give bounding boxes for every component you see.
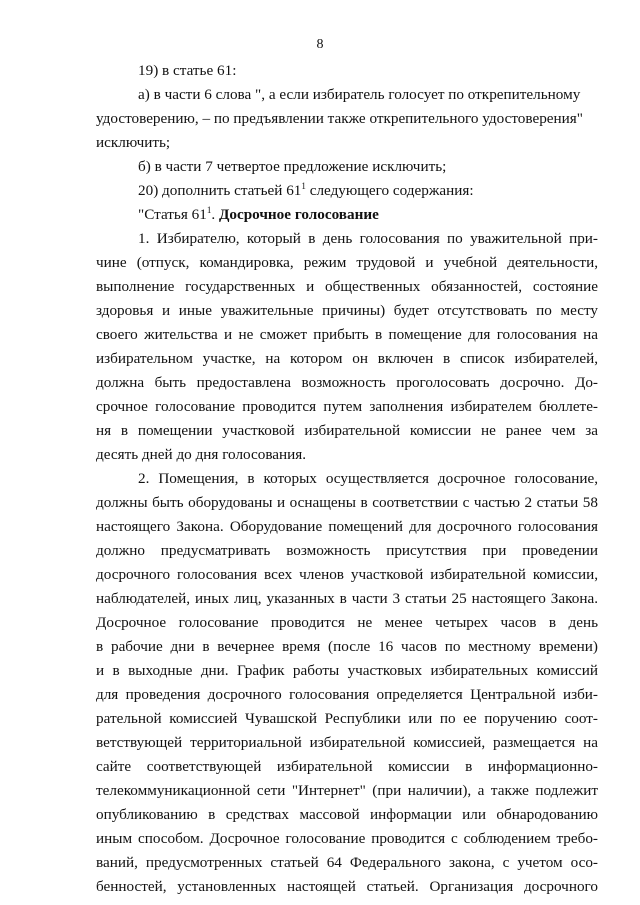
page-number: 8 (316, 37, 324, 52)
paragraph-1-line: чине (отпуск, командировка, режим трудовой и учебной деятельности, (96, 254, 598, 271)
text-line-item-19: 19) в статье 61: (138, 62, 237, 79)
paragraph-2-line: и в выходные дни. График работы участковых избирательных комиссий (96, 662, 598, 679)
text-line-item-b: б) в части 7 четвертое предложение исключить; (138, 158, 447, 175)
text-line-item-20 (138, 181, 474, 201)
text-line-item-a-cont: удостоверению, – по предъявлении также открепительного удостоверения" (96, 110, 583, 127)
item-20-superscript: 1 (301, 181, 306, 191)
paragraph-2-line: ветствующей территориальной избирательной комиссией, размещается на (96, 734, 598, 751)
article-heading (138, 205, 379, 225)
paragraph-1-line: 1. Избирателю, который в день голосования по уважительной при- (138, 230, 598, 247)
paragraph-2-line: Досрочное голосование проводится не менее четырех часов в день (96, 614, 598, 631)
paragraph-1-line: срочное голосование проводится путем заполнения избирателем бюллете- (96, 398, 598, 415)
text-line-item-a: а) в части 6 слова ", а если избиратель голосует по открепительному (138, 86, 581, 103)
paragraph-2-line: в рабочие дни в вечернее время (после 16 часов по местному времени) (96, 638, 598, 655)
article-heading-title: Досрочное голосование (218, 206, 379, 223)
paragraph-2-line: телекоммуникационной сети "Интернет" (при наличии), а также подлежит (96, 782, 598, 799)
paragraph-1-last-line: десять дней до дня голосования. (96, 446, 307, 463)
paragraph-1-line: здоровья и иные уважительные причины) будет отсутствовать по месту (96, 302, 598, 319)
paragraph-2-line: сайте соответствующей избирательной комиссии в информационно- (96, 758, 598, 775)
paragraph-2-line: иным способом. Досрочное голосование проводится с соблюдением требо- (96, 830, 598, 847)
paragraph-2-line: наблюдателей, иных лиц, указанных в части 3 статьи 25 настоящего Закона. (96, 590, 598, 607)
paragraph-1-line: ня в помещении участковой избирательной комиссии не ранее чем за (96, 422, 598, 439)
paragraph-1-line: должна быть предоставлена возможность проголосовать досрочно. До- (96, 374, 598, 391)
item-20-text: 20) дополнить статьей 61 (138, 182, 302, 199)
paragraph-2-line: настоящего Закона. Оборудование помещений для досрочного голосования (96, 518, 598, 535)
paragraph-2-line: 2. Помещения, в которых осуществляется досрочное голосование, (138, 470, 598, 487)
paragraph-1-line: своего жительства и не сможет прибыть в помещение для голосования на (96, 326, 598, 343)
article-heading-number: "Статья 61 (138, 206, 207, 223)
article-heading-superscript: 1 (206, 205, 212, 215)
item-20-text-end: следующего содержания: (305, 182, 474, 199)
paragraph-2-line: бенностей, установленных настоящей статьей. Организация досрочного (96, 878, 598, 895)
article-heading-dot: . (211, 206, 219, 223)
paragraph-2-line: ваний, предусмотренных статьей 64 Федерального закона, с учетом осо- (96, 854, 598, 871)
paragraph-1-line: выполнение государственных и общественных обязанностей, состояние (96, 278, 598, 295)
paragraph-2-line: должны быть оборудованы и оснащены в соответствии с частью 2 статьи 58 (96, 494, 598, 511)
paragraph-2-line: опубликованию в средствах массовой информации или обнародованию (96, 806, 598, 823)
paragraph-2-line: должно предусматривать возможность присутствия при проведении (96, 542, 598, 559)
paragraph-1-line: избирательном участке, на котором он включен в список избирателей, (96, 350, 598, 367)
paragraph-2-line: для проведения досрочного голосования определяется Центральной изби- (96, 686, 598, 703)
paragraph-2-line: досрочного голосования всех членов участковой избирательной комиссии, (96, 566, 598, 583)
text-line-item-a-end: исключить; (96, 134, 171, 151)
paragraph-2-line: рательной комиссией Чувашской Республики или по ее поручению соот- (96, 710, 598, 727)
